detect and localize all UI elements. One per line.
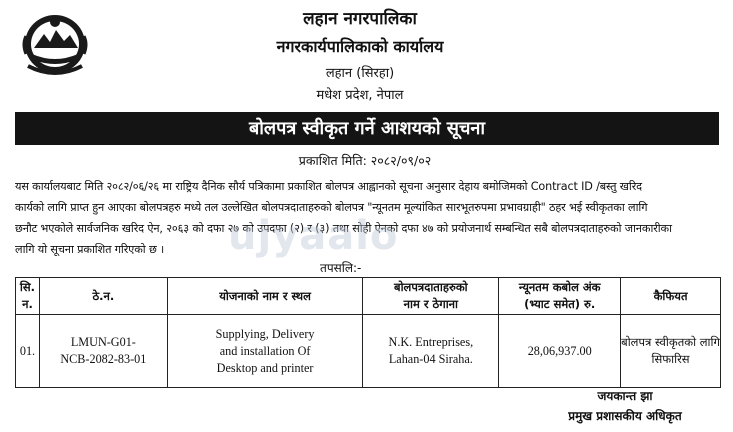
- body-line: यस कार्यालयबाट मिति २०८२/०६/२६ मा राष्ट्रिय दैनिक सौर्य पत्रिकामा प्रकाशित बोलपत्र आह्वानको सूचना अनुसार देहाय बमोजिमको Contract ID /बस्तु खरिद: [15, 180, 642, 193]
- col-header-remarks-label: कैफियत: [653, 288, 688, 303]
- cell-sn: 01.: [16, 315, 40, 388]
- watermark: ujyaalo: [228, 213, 399, 259]
- col-header-sn-label: सि. न.: [19, 280, 36, 311]
- province-name: मधेश प्रदेश, नेपाल: [316, 88, 404, 103]
- bid-table: [15, 277, 721, 388]
- published-date: प्रकाशित मिति: २०८२/०९/०२: [298, 153, 432, 168]
- signatory-name: जयकान्त झा: [597, 389, 653, 403]
- body-line: कार्यको लागि प्राप्त हुन आएका बोलपत्रहरु मध्ये तल उल्लेखित बोलपत्रदाताहरुको बोलपत्र "न्यूनतम मूल्यांकित सारभूतरुपमा प्रभावग्राही" ठहर भई स्वीकृतका लागि: [15, 201, 648, 214]
- col-header-remarks: [621, 278, 721, 315]
- col-header-amount-label: न्यूनतम कबोल अंक (भ्याट समेत) रु.: [518, 280, 601, 311]
- municipality-name: लहान नगरपालिका: [303, 9, 417, 29]
- col-header-contract-no-label: ठे.न.: [92, 288, 115, 303]
- body-line: लागि यो सूचना प्रकाशित गरिएको छ ।: [15, 243, 165, 256]
- cell-contract-no: LMUN-G01- NCB-2082-83-01: [39, 315, 167, 388]
- cell-bidder: N.K. Entreprises, Lahan-04 Siraha.: [363, 315, 499, 388]
- table-heading: तपसलि:-: [320, 261, 362, 275]
- office-location: लहान (सिरहा): [325, 66, 395, 81]
- table-header-row: [16, 278, 721, 315]
- col-header-amount: [499, 278, 621, 315]
- notice-title-banner: बोलपत्र स्वीकृत गर्ने आशयको सूचना: [15, 112, 719, 145]
- table-row: [16, 315, 721, 388]
- cell-project: Supplying, Delivery and installation Of Desktop and printer: [167, 315, 363, 388]
- nepal-government-emblem-icon: [18, 8, 92, 78]
- col-header-contract-no: [39, 278, 167, 315]
- col-header-sn: [16, 278, 40, 315]
- col-header-bidder: [363, 278, 499, 315]
- col-header-project: [167, 278, 363, 315]
- body-line: छनौट भएकोले सार्वजनिक खरिद ऐन, २०६३ को दफा २७ को उपदफा (२) र (३) तथा सोही ऐनको दफा ४७ को प्रयोजनार्थ सम्बन्धित सबै बोलपत्रदाताहरुको जानकारीका: [15, 222, 672, 235]
- cell-amount: 28,06,937.00: [499, 315, 621, 388]
- col-header-project-label: योजनाको नाम र स्थल: [219, 288, 311, 303]
- cell-remarks: बोलपत्र स्वीकृतको लागि सिफारिस: [621, 315, 721, 388]
- office-name: नगरकार्यपालिकाको कार्यालय: [276, 37, 444, 56]
- col-header-bidder-label: बोलपत्रदाताहरुको नाम र ठेगाना: [394, 280, 468, 311]
- signatory-title: प्रमुख प्रशासकीय अधिकृत: [568, 409, 682, 423]
